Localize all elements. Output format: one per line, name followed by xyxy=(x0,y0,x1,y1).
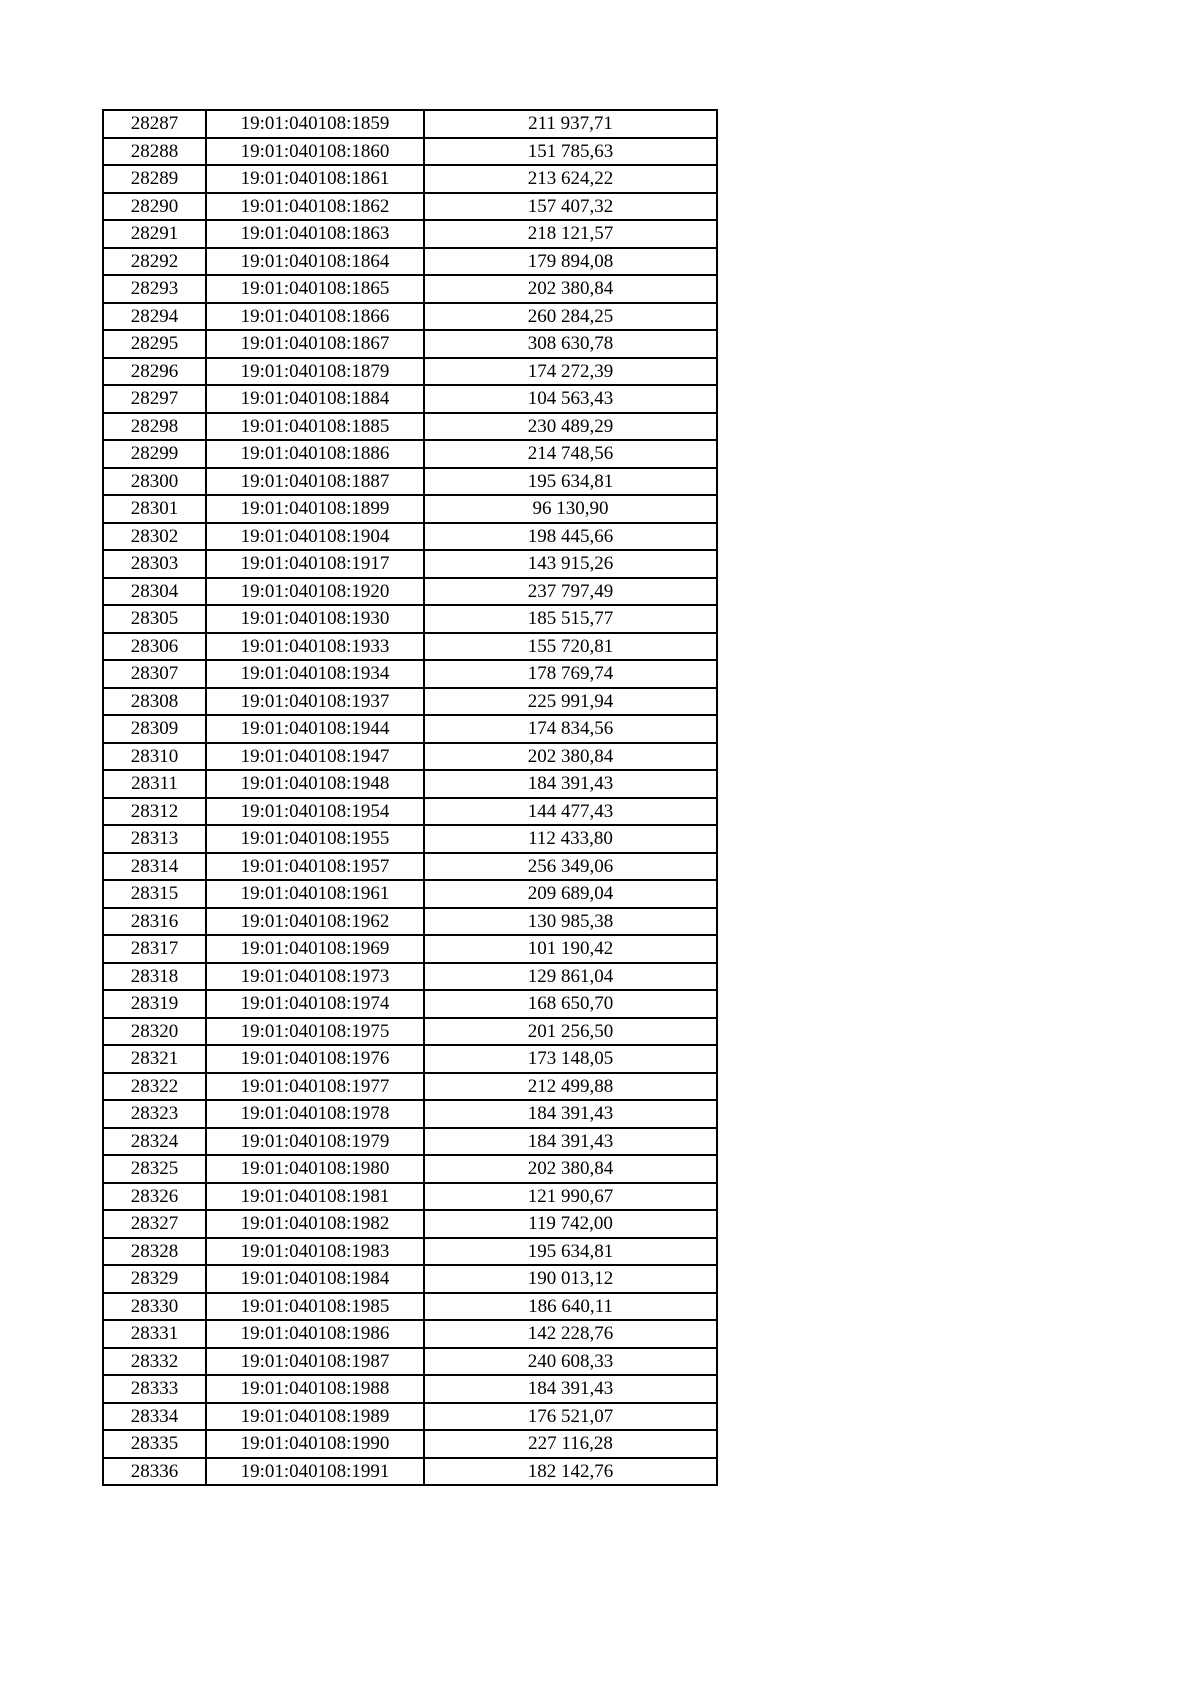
cadastral-value-cell: 211 937,71 xyxy=(424,110,717,138)
row-number-cell: 28324 xyxy=(103,1128,206,1156)
cadastral-value-cell: 212 499,88 xyxy=(424,1073,717,1101)
cadastral-value-cell: 174 272,39 xyxy=(424,358,717,386)
cadastral-number-cell: 19:01:040108:1981 xyxy=(206,1183,424,1211)
cadastral-value-cell: 213 624,22 xyxy=(424,165,717,193)
cadastral-number-cell: 19:01:040108:1973 xyxy=(206,963,424,991)
table-row xyxy=(103,963,717,991)
cadastral-number-cell: 19:01:040108:1954 xyxy=(206,798,424,826)
cadastral-value-cell: 168 650,70 xyxy=(424,990,717,1018)
row-number-cell: 28309 xyxy=(103,715,206,743)
table-row xyxy=(103,605,717,633)
cadastral-value-cell: 182 142,76 xyxy=(424,1458,717,1486)
cadastral-value-cell: 151 785,63 xyxy=(424,138,717,166)
table-row xyxy=(103,165,717,193)
table-row xyxy=(103,440,717,468)
cadastral-number-cell: 19:01:040108:1947 xyxy=(206,743,424,771)
row-number-cell: 28301 xyxy=(103,495,206,523)
table-row xyxy=(103,825,717,853)
cadastral-number-cell: 19:01:040108:1957 xyxy=(206,853,424,881)
row-number-cell: 28327 xyxy=(103,1210,206,1238)
row-number-cell: 28292 xyxy=(103,248,206,276)
cadastral-value-table xyxy=(102,109,718,1486)
cadastral-number-cell: 19:01:040108:1920 xyxy=(206,578,424,606)
table-row xyxy=(103,1073,717,1101)
cadastral-number-cell: 19:01:040108:1982 xyxy=(206,1210,424,1238)
row-number-cell: 28323 xyxy=(103,1100,206,1128)
cadastral-number-cell: 19:01:040108:1991 xyxy=(206,1458,424,1486)
table-row xyxy=(103,550,717,578)
row-number-cell: 28291 xyxy=(103,220,206,248)
row-number-cell: 28287 xyxy=(103,110,206,138)
cadastral-number-cell: 19:01:040108:1933 xyxy=(206,633,424,661)
cadastral-number-cell: 19:01:040108:1975 xyxy=(206,1018,424,1046)
table-row xyxy=(103,935,717,963)
cadastral-number-cell: 19:01:040108:1988 xyxy=(206,1375,424,1403)
cadastral-number-cell: 19:01:040108:1987 xyxy=(206,1348,424,1376)
cadastral-value-cell: 202 380,84 xyxy=(424,743,717,771)
table-row xyxy=(103,1430,717,1458)
cadastral-value-cell: 184 391,43 xyxy=(424,770,717,798)
cadastral-value-cell: 155 720,81 xyxy=(424,633,717,661)
row-number-cell: 28314 xyxy=(103,853,206,881)
cadastral-value-cell: 96 130,90 xyxy=(424,495,717,523)
cadastral-value-cell: 237 797,49 xyxy=(424,578,717,606)
table-row xyxy=(103,853,717,881)
row-number-cell: 28315 xyxy=(103,880,206,908)
cadastral-number-cell: 19:01:040108:1879 xyxy=(206,358,424,386)
cadastral-value-cell: 225 991,94 xyxy=(424,688,717,716)
table-row xyxy=(103,358,717,386)
cadastral-value-cell: 186 640,11 xyxy=(424,1293,717,1321)
table-row xyxy=(103,1045,717,1073)
cadastral-value-cell: 104 563,43 xyxy=(424,385,717,413)
table-row xyxy=(103,633,717,661)
table-row xyxy=(103,330,717,358)
cadastral-value-cell: 101 190,42 xyxy=(424,935,717,963)
row-number-cell: 28326 xyxy=(103,1183,206,1211)
row-number-cell: 28317 xyxy=(103,935,206,963)
cadastral-value-cell: 178 769,74 xyxy=(424,660,717,688)
cadastral-number-cell: 19:01:040108:1937 xyxy=(206,688,424,716)
cadastral-value-cell: 195 634,81 xyxy=(424,468,717,496)
cadastral-value-cell: 260 284,25 xyxy=(424,303,717,331)
cadastral-value-cell: 308 630,78 xyxy=(424,330,717,358)
cadastral-number-cell: 19:01:040108:1865 xyxy=(206,275,424,303)
table-row xyxy=(103,523,717,551)
row-number-cell: 28332 xyxy=(103,1348,206,1376)
table-row xyxy=(103,193,717,221)
table-row xyxy=(103,275,717,303)
row-number-cell: 28308 xyxy=(103,688,206,716)
table-row xyxy=(103,138,717,166)
cadastral-value-cell: 142 228,76 xyxy=(424,1320,717,1348)
cadastral-number-cell: 19:01:040108:1904 xyxy=(206,523,424,551)
cadastral-value-cell: 157 407,32 xyxy=(424,193,717,221)
table-row xyxy=(103,303,717,331)
row-number-cell: 28333 xyxy=(103,1375,206,1403)
cadastral-number-cell: 19:01:040108:1862 xyxy=(206,193,424,221)
cadastral-number-cell: 19:01:040108:1864 xyxy=(206,248,424,276)
table-row xyxy=(103,660,717,688)
cadastral-number-cell: 19:01:040108:1934 xyxy=(206,660,424,688)
row-number-cell: 28304 xyxy=(103,578,206,606)
table-row xyxy=(103,1100,717,1128)
row-number-cell: 28331 xyxy=(103,1320,206,1348)
row-number-cell: 28312 xyxy=(103,798,206,826)
table-row xyxy=(103,468,717,496)
cadastral-value-cell: 185 515,77 xyxy=(424,605,717,633)
cadastral-value-cell: 144 477,43 xyxy=(424,798,717,826)
table-row xyxy=(103,1265,717,1293)
cadastral-value-cell: 218 121,57 xyxy=(424,220,717,248)
cadastral-number-cell: 19:01:040108:1948 xyxy=(206,770,424,798)
cadastral-number-cell: 19:01:040108:1885 xyxy=(206,413,424,441)
cadastral-number-cell: 19:01:040108:1986 xyxy=(206,1320,424,1348)
table-row xyxy=(103,1238,717,1266)
cadastral-number-cell: 19:01:040108:1955 xyxy=(206,825,424,853)
row-number-cell: 28305 xyxy=(103,605,206,633)
cadastral-value-cell: 195 634,81 xyxy=(424,1238,717,1266)
cadastral-number-cell: 19:01:040108:1884 xyxy=(206,385,424,413)
table-row xyxy=(103,1403,717,1431)
row-number-cell: 28298 xyxy=(103,413,206,441)
cadastral-number-cell: 19:01:040108:1861 xyxy=(206,165,424,193)
table-row xyxy=(103,248,717,276)
cadastral-value-cell: 173 148,05 xyxy=(424,1045,717,1073)
row-number-cell: 28299 xyxy=(103,440,206,468)
row-number-cell: 28293 xyxy=(103,275,206,303)
row-number-cell: 28316 xyxy=(103,908,206,936)
cadastral-number-cell: 19:01:040108:1860 xyxy=(206,138,424,166)
row-number-cell: 28319 xyxy=(103,990,206,1018)
table-row xyxy=(103,1458,717,1486)
row-number-cell: 28295 xyxy=(103,330,206,358)
cadastral-value-cell: 176 521,07 xyxy=(424,1403,717,1431)
row-number-cell: 28303 xyxy=(103,550,206,578)
row-number-cell: 28325 xyxy=(103,1155,206,1183)
cadastral-value-cell: 201 256,50 xyxy=(424,1018,717,1046)
cadastral-number-cell: 19:01:040108:1867 xyxy=(206,330,424,358)
cadastral-number-cell: 19:01:040108:1969 xyxy=(206,935,424,963)
cadastral-value-cell: 179 894,08 xyxy=(424,248,717,276)
row-number-cell: 28311 xyxy=(103,770,206,798)
row-number-cell: 28296 xyxy=(103,358,206,386)
row-number-cell: 28313 xyxy=(103,825,206,853)
cadastral-value-cell: 230 489,29 xyxy=(424,413,717,441)
table-row xyxy=(103,1293,717,1321)
cadastral-number-cell: 19:01:040108:1886 xyxy=(206,440,424,468)
cadastral-value-cell: 227 116,28 xyxy=(424,1430,717,1458)
cadastral-value-cell: 256 349,06 xyxy=(424,853,717,881)
cadastral-value-cell: 184 391,43 xyxy=(424,1100,717,1128)
cadastral-number-cell: 19:01:040108:1976 xyxy=(206,1045,424,1073)
table-body xyxy=(103,110,717,1485)
row-number-cell: 28329 xyxy=(103,1265,206,1293)
cadastral-value-cell: 202 380,84 xyxy=(424,1155,717,1183)
table-row xyxy=(103,220,717,248)
cadastral-number-cell: 19:01:040108:1978 xyxy=(206,1100,424,1128)
table-row xyxy=(103,688,717,716)
row-number-cell: 28320 xyxy=(103,1018,206,1046)
table-row xyxy=(103,1183,717,1211)
cadastral-value-cell: 198 445,66 xyxy=(424,523,717,551)
cadastral-number-cell: 19:01:040108:1977 xyxy=(206,1073,424,1101)
table-row xyxy=(103,715,717,743)
cadastral-value-cell: 112 433,80 xyxy=(424,825,717,853)
table-row xyxy=(103,110,717,138)
table-row xyxy=(103,1018,717,1046)
row-number-cell: 28322 xyxy=(103,1073,206,1101)
table-row xyxy=(103,880,717,908)
cadastral-number-cell: 19:01:040108:1985 xyxy=(206,1293,424,1321)
row-number-cell: 28306 xyxy=(103,633,206,661)
table-row xyxy=(103,1128,717,1156)
table-row xyxy=(103,1210,717,1238)
table-row xyxy=(103,578,717,606)
cadastral-number-cell: 19:01:040108:1944 xyxy=(206,715,424,743)
table-row xyxy=(103,990,717,1018)
cadastral-number-cell: 19:01:040108:1990 xyxy=(206,1430,424,1458)
cadastral-value-cell: 214 748,56 xyxy=(424,440,717,468)
cadastral-value-cell: 130 985,38 xyxy=(424,908,717,936)
row-number-cell: 28334 xyxy=(103,1403,206,1431)
table-row xyxy=(103,908,717,936)
row-number-cell: 28307 xyxy=(103,660,206,688)
table-row xyxy=(103,743,717,771)
cadastral-number-cell: 19:01:040108:1974 xyxy=(206,990,424,1018)
cadastral-number-cell: 19:01:040108:1979 xyxy=(206,1128,424,1156)
row-number-cell: 28294 xyxy=(103,303,206,331)
cadastral-number-cell: 19:01:040108:1863 xyxy=(206,220,424,248)
table-row xyxy=(103,770,717,798)
table-row xyxy=(103,1375,717,1403)
row-number-cell: 28302 xyxy=(103,523,206,551)
row-number-cell: 28288 xyxy=(103,138,206,166)
cadastral-number-cell: 19:01:040108:1887 xyxy=(206,468,424,496)
cadastral-value-cell: 143 915,26 xyxy=(424,550,717,578)
cadastral-value-cell: 174 834,56 xyxy=(424,715,717,743)
table-row xyxy=(103,413,717,441)
row-number-cell: 28318 xyxy=(103,963,206,991)
row-number-cell: 28335 xyxy=(103,1430,206,1458)
table-row xyxy=(103,798,717,826)
cadastral-value-cell: 119 742,00 xyxy=(424,1210,717,1238)
cadastral-value-cell: 209 689,04 xyxy=(424,880,717,908)
row-number-cell: 28336 xyxy=(103,1458,206,1486)
cadastral-number-cell: 19:01:040108:1961 xyxy=(206,880,424,908)
cadastral-number-cell: 19:01:040108:1930 xyxy=(206,605,424,633)
cadastral-number-cell: 19:01:040108:1866 xyxy=(206,303,424,331)
row-number-cell: 28289 xyxy=(103,165,206,193)
cadastral-value-cell: 184 391,43 xyxy=(424,1128,717,1156)
cadastral-value-cell: 202 380,84 xyxy=(424,275,717,303)
row-number-cell: 28321 xyxy=(103,1045,206,1073)
cadastral-number-cell: 19:01:040108:1899 xyxy=(206,495,424,523)
row-number-cell: 28330 xyxy=(103,1293,206,1321)
cadastral-number-cell: 19:01:040108:1980 xyxy=(206,1155,424,1183)
row-number-cell: 28300 xyxy=(103,468,206,496)
cadastral-value-cell: 121 990,67 xyxy=(424,1183,717,1211)
row-number-cell: 28310 xyxy=(103,743,206,771)
cadastral-number-cell: 19:01:040108:1989 xyxy=(206,1403,424,1431)
table-row xyxy=(103,495,717,523)
row-number-cell: 28328 xyxy=(103,1238,206,1266)
cadastral-number-cell: 19:01:040108:1859 xyxy=(206,110,424,138)
cadastral-value-cell: 129 861,04 xyxy=(424,963,717,991)
table-row xyxy=(103,385,717,413)
cadastral-number-cell: 19:01:040108:1984 xyxy=(206,1265,424,1293)
cadastral-value-cell: 190 013,12 xyxy=(424,1265,717,1293)
cadastral-value-cell: 240 608,33 xyxy=(424,1348,717,1376)
cadastral-number-cell: 19:01:040108:1962 xyxy=(206,908,424,936)
row-number-cell: 28297 xyxy=(103,385,206,413)
table-row xyxy=(103,1320,717,1348)
cadastral-value-cell: 184 391,43 xyxy=(424,1375,717,1403)
row-number-cell: 28290 xyxy=(103,193,206,221)
cadastral-number-cell: 19:01:040108:1983 xyxy=(206,1238,424,1266)
table-row xyxy=(103,1348,717,1376)
table-row xyxy=(103,1155,717,1183)
cadastral-number-cell: 19:01:040108:1917 xyxy=(206,550,424,578)
